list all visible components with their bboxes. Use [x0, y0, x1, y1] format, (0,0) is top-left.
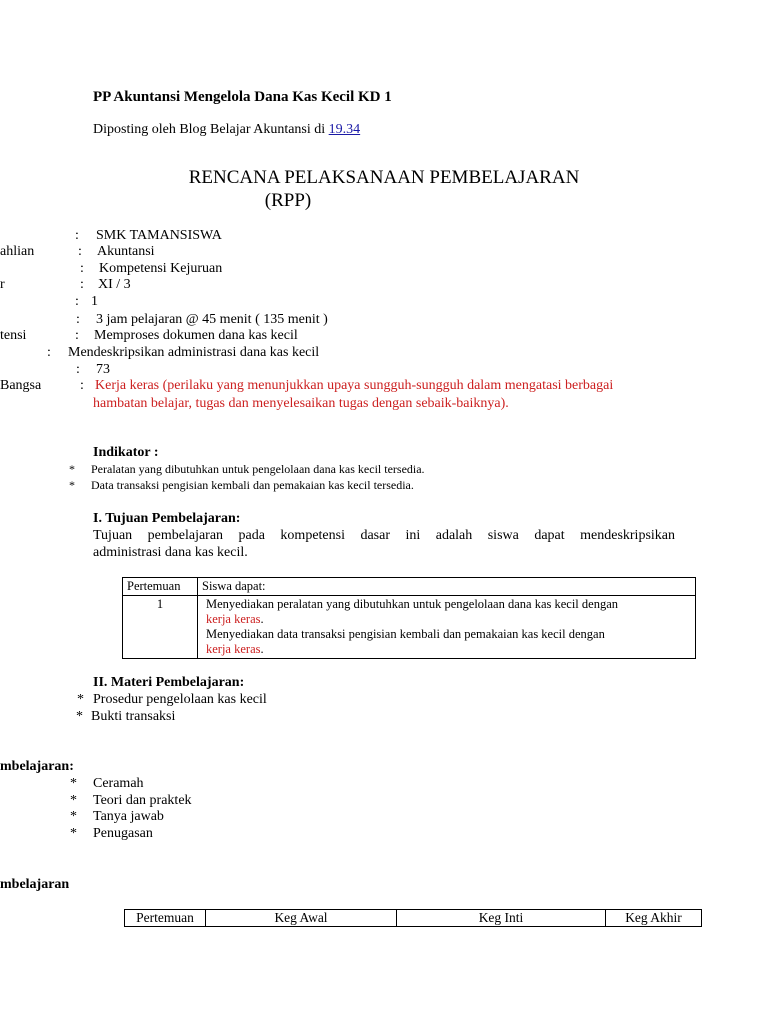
bullet: * — [69, 478, 75, 492]
identity-colon: : — [80, 277, 84, 292]
period: . — [260, 642, 264, 656]
materi-item: Prosedur pengelolaan kas kecil — [93, 692, 267, 707]
table-header-siswa: Siswa dapat: — [198, 578, 696, 596]
identity-value-sk: Memproses dokumen dana kas kecil — [94, 328, 298, 343]
identity-colon: : — [76, 362, 80, 377]
table-header-keg-awal: Keg Awal — [206, 910, 397, 927]
materi-heading: II. Materi Pembelajaran: — [93, 675, 245, 690]
metode-item: Penugasan — [93, 826, 153, 841]
posted-by — [93, 122, 360, 138]
identity-value-subject: Kompetensi Kejuruan — [99, 261, 223, 276]
bullet: * — [70, 809, 77, 824]
table-header-pertemuan: Pertemuan — [125, 910, 206, 927]
doc-title-line2: (RPP) — [264, 190, 312, 211]
identity-value-kkm: 73 — [96, 362, 110, 377]
tujuan-text-line1: Tujuan pembelajaran pada kompetensi dasar ini adalah siswa dapat mendeskripsikan — [93, 528, 675, 543]
identity-colon: : — [75, 328, 79, 343]
table-header-row — [125, 910, 702, 927]
bullet: * — [69, 462, 75, 476]
identity-colon: : — [75, 228, 79, 243]
identity-value-time: 3 jam pelajaran @ 45 menit ( 135 menit ) — [96, 312, 328, 327]
metode-heading: mbelajaran: — [0, 759, 74, 774]
table-cell-meeting: 1 — [123, 596, 198, 659]
langkah-heading: mbelajaran — [0, 877, 70, 892]
objective-red-text: kerja keras — [206, 642, 261, 656]
identity-label-karakter: Bangsa — [0, 378, 42, 393]
indikator-heading: Indikator : — [93, 445, 159, 460]
objective-line — [206, 612, 691, 627]
identity-label-keahlian: ahlian — [0, 244, 35, 259]
identity-value-class: XI / 3 — [98, 277, 131, 292]
indikator-item: Data transaksi pengisian kembali dan pemakaian kas kecil tersedia. — [91, 478, 414, 492]
metode-item: Tanya jawab — [93, 809, 164, 824]
identity-label-semester: r — [0, 277, 5, 292]
doc-title-line1: RENCANA PELAKSANAAN PEMBELAJARAN — [188, 167, 580, 188]
identity-colon: : — [76, 312, 80, 327]
table-row — [123, 596, 696, 659]
identity-value-school: SMK TAMANSISWA — [96, 228, 222, 243]
bullet: * — [77, 692, 84, 707]
identity-colon: : — [75, 294, 79, 309]
identity-label-kompetensi: tensi — [0, 328, 27, 343]
objective-red-text: kerja keras — [206, 612, 261, 626]
materi-item: Bukti transaksi — [91, 709, 176, 724]
tujuan-text-line2: administrasi dana kas kecil. — [93, 545, 248, 560]
identity-value-program: Akuntansi — [97, 244, 155, 259]
bullet: * — [70, 793, 77, 808]
objective-line — [206, 627, 691, 642]
table-header-pertemuan: Pertemuan — [123, 578, 198, 596]
table-cell-objectives — [198, 596, 696, 659]
bullet: * — [70, 776, 77, 791]
kegiatan-table — [124, 909, 702, 927]
posted-prefix: Diposting oleh Blog Belajar Akuntansi di — [93, 122, 326, 137]
identity-value-karakter-line1: Kerja keras (perilaku yang menunjukkan upaya sungguh-sungguh dalam mengatasi berbagai — [95, 378, 614, 393]
identity-colon: : — [47, 345, 51, 360]
objective-text: Menyediakan data transaksi pengisian kembali dan pemakaian kas kecil dengan — [206, 627, 605, 641]
table-header-keg-akhir: Keg Akhir — [606, 910, 702, 927]
bullet: * — [76, 709, 83, 724]
objective-line — [206, 597, 691, 612]
identity-colon: : — [78, 244, 82, 259]
tujuan-heading: I. Tujuan Pembelajaran: — [93, 511, 241, 526]
identity-colon: : — [80, 378, 84, 393]
table-header-row — [123, 578, 696, 596]
objective-text: Menyediakan peralatan yang dibutuhkan untuk pengelolaan dana kas kecil dengan — [206, 597, 619, 611]
tujuan-table — [122, 577, 696, 659]
post-title: PP Akuntansi Mengelola Dana Kas Kecil KD 1 — [93, 89, 392, 105]
posted-time-link[interactable]: 19.34 — [328, 122, 361, 137]
metode-item: Ceramah — [93, 776, 144, 791]
identity-value-kd: Mendeskripsikan administrasi dana kas kecil — [68, 345, 320, 360]
metode-item: Teori dan praktek — [93, 793, 192, 808]
period: . — [260, 612, 264, 626]
identity-value-karakter-line2: hambatan belajar, tugas dan menyelesaikan tugas dengan sebaik-baiknya). — [93, 396, 509, 411]
objective-line — [206, 642, 691, 657]
identity-colon: : — [80, 261, 84, 276]
indikator-item: Peralatan yang dibutuhkan untuk pengelolaan dana kas kecil tersedia. — [91, 462, 425, 476]
identity-value-meeting: 1 — [91, 294, 98, 309]
bullet: * — [70, 826, 77, 841]
table-header-keg-inti: Keg Inti — [397, 910, 606, 927]
